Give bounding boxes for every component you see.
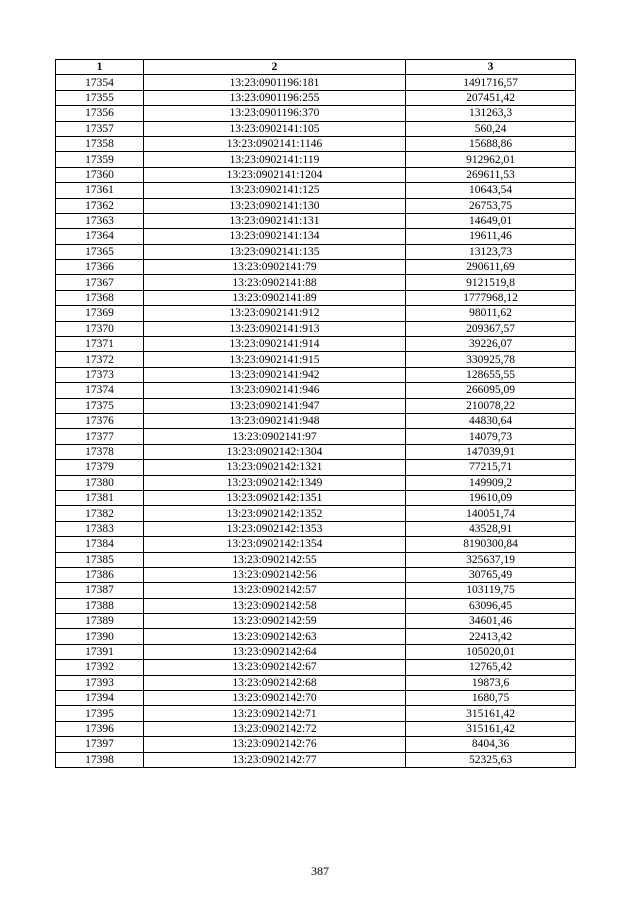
cadastral-number-cell: 13:23:0902141:134 [144, 229, 406, 244]
cadastral-number-cell: 13:23:0902141:125 [144, 183, 406, 198]
table-row [56, 352, 576, 367]
value-cell: 325637,19 [406, 552, 576, 567]
cadastral-number-cell: 13:23:0902142:1353 [144, 521, 406, 536]
value-cell: 19873,6 [406, 675, 576, 690]
cadastral-number-cell: 13:23:0902141:915 [144, 352, 406, 367]
table-row [56, 629, 576, 644]
cadastral-number-cell: 13:23:0902141:947 [144, 398, 406, 413]
table-row [56, 398, 576, 413]
value-cell: 8190300,84 [406, 537, 576, 552]
value-cell: 560,24 [406, 121, 576, 136]
value-cell: 330925,78 [406, 352, 576, 367]
table-row [56, 675, 576, 690]
cadastral-number-cell: 13:23:0902141:119 [144, 152, 406, 167]
cadastral-number-cell: 13:23:0902142:1351 [144, 490, 406, 505]
table-row [56, 752, 576, 767]
value-cell: 10643,54 [406, 183, 576, 198]
table-body [56, 75, 576, 768]
cadastral-number-cell: 13:23:0902141:912 [144, 306, 406, 321]
cadastral-number-cell: 13:23:0902142:1349 [144, 475, 406, 490]
value-cell: 290611,69 [406, 260, 576, 275]
row-number-cell: 17392 [56, 660, 144, 675]
value-cell: 14079,73 [406, 429, 576, 444]
row-number-cell: 17377 [56, 429, 144, 444]
row-number-cell: 17398 [56, 752, 144, 767]
row-number-cell: 17371 [56, 337, 144, 352]
value-cell: 52325,63 [406, 752, 576, 767]
table-row [56, 106, 576, 121]
row-number-cell: 17364 [56, 229, 144, 244]
row-number-cell: 17363 [56, 213, 144, 228]
cadastral-number-cell: 13:23:0902141:914 [144, 337, 406, 352]
row-number-cell: 17397 [56, 737, 144, 752]
value-cell: 12765,42 [406, 660, 576, 675]
row-number-cell: 17388 [56, 598, 144, 613]
cadastral-number-cell: 13:23:0902142:77 [144, 752, 406, 767]
table-row [56, 537, 576, 552]
page-number: 387 [311, 864, 329, 878]
table-row [56, 444, 576, 459]
value-cell: 30765,49 [406, 567, 576, 582]
row-number-cell: 17395 [56, 706, 144, 721]
table-header-row [56, 60, 576, 75]
cadastral-number-cell: 13:23:0902142:59 [144, 614, 406, 629]
cadastral-number-cell: 13:23:0902142:1354 [144, 537, 406, 552]
cadastral-number-cell: 13:23:0902141:130 [144, 198, 406, 213]
table-row [56, 644, 576, 659]
value-cell: 1491716,57 [406, 75, 576, 90]
value-cell: 63096,45 [406, 598, 576, 613]
cadastral-number-cell: 13:23:0901196:181 [144, 75, 406, 90]
cadastral-number-cell: 13:23:0902141:79 [144, 260, 406, 275]
row-number-cell: 17378 [56, 444, 144, 459]
table-row [56, 75, 576, 90]
row-number-cell: 17396 [56, 721, 144, 736]
row-number-cell: 17374 [56, 383, 144, 398]
table-row [56, 306, 576, 321]
row-number-cell: 17368 [56, 290, 144, 305]
table-row [56, 706, 576, 721]
value-cell: 912962,01 [406, 152, 576, 167]
value-cell: 315161,42 [406, 706, 576, 721]
table-row [56, 229, 576, 244]
row-number-cell: 17361 [56, 183, 144, 198]
value-cell: 43528,91 [406, 521, 576, 536]
row-number-cell: 17359 [56, 152, 144, 167]
row-number-cell: 17393 [56, 675, 144, 690]
table-row [56, 475, 576, 490]
value-cell: 9121519,8 [406, 275, 576, 290]
table-row [56, 567, 576, 582]
value-cell: 44830,64 [406, 413, 576, 428]
row-number-cell: 17386 [56, 567, 144, 582]
value-cell: 34601,46 [406, 614, 576, 629]
cadastral-number-cell: 13:23:0902142:58 [144, 598, 406, 613]
cadastral-number-cell: 13:23:0902141:948 [144, 413, 406, 428]
row-number-cell: 17360 [56, 167, 144, 182]
table-row [56, 413, 576, 428]
value-cell: 269611,53 [406, 167, 576, 182]
table-row [56, 721, 576, 736]
cadastral-number-cell: 13:23:0902142:1352 [144, 506, 406, 521]
cadastral-number-cell: 13:23:0902141:1146 [144, 136, 406, 151]
table-row [56, 167, 576, 182]
table-row [56, 337, 576, 352]
table-row [56, 490, 576, 505]
row-number-cell: 17372 [56, 352, 144, 367]
cadastral-number-cell: 13:23:0902141:942 [144, 367, 406, 382]
table-row [56, 660, 576, 675]
value-cell: 98011,62 [406, 306, 576, 321]
row-number-cell: 17387 [56, 583, 144, 598]
table-row [56, 90, 576, 105]
value-cell: 77215,71 [406, 460, 576, 475]
cadastral-number-cell: 13:23:0902142:68 [144, 675, 406, 690]
value-cell: 19610,09 [406, 490, 576, 505]
data-table [55, 59, 576, 768]
table-row [56, 367, 576, 382]
row-number-cell: 17382 [56, 506, 144, 521]
cadastral-number-cell: 13:23:0902142:71 [144, 706, 406, 721]
value-cell: 131263,3 [406, 106, 576, 121]
row-number-cell: 17383 [56, 521, 144, 536]
cadastral-number-cell: 13:23:0902142:63 [144, 629, 406, 644]
column-header-2: 2 [144, 60, 406, 75]
table-row [56, 460, 576, 475]
table-row [56, 583, 576, 598]
table-row [56, 691, 576, 706]
table-row [56, 552, 576, 567]
table-row [56, 198, 576, 213]
row-number-cell: 17381 [56, 490, 144, 505]
table-row [56, 429, 576, 444]
table-row [56, 737, 576, 752]
column-header-3: 3 [406, 60, 576, 75]
cadastral-number-cell: 13:23:0902142:1321 [144, 460, 406, 475]
row-number-cell: 17366 [56, 260, 144, 275]
cadastral-number-cell: 13:23:0902141:97 [144, 429, 406, 444]
cadastral-number-cell: 13:23:0902142:55 [144, 552, 406, 567]
row-number-cell: 17358 [56, 136, 144, 151]
value-cell: 1680,75 [406, 691, 576, 706]
row-number-cell: 17391 [56, 644, 144, 659]
value-cell: 128655,55 [406, 367, 576, 382]
cadastral-number-cell: 13:23:0902142:67 [144, 660, 406, 675]
row-number-cell: 17354 [56, 75, 144, 90]
value-cell: 147039,91 [406, 444, 576, 459]
value-cell: 22413,42 [406, 629, 576, 644]
cadastral-number-cell: 13:23:0902141:105 [144, 121, 406, 136]
value-cell: 266095,09 [406, 383, 576, 398]
row-number-cell: 17370 [56, 321, 144, 336]
row-number-cell: 17369 [56, 306, 144, 321]
table-row [56, 521, 576, 536]
cadastral-number-cell: 13:23:0902141:89 [144, 290, 406, 305]
table-row [56, 136, 576, 151]
row-number-cell: 17373 [56, 367, 144, 382]
row-number-cell: 17355 [56, 90, 144, 105]
table-row [56, 152, 576, 167]
row-number-cell: 17394 [56, 691, 144, 706]
row-number-cell: 17385 [56, 552, 144, 567]
table-row [56, 383, 576, 398]
table-row [56, 598, 576, 613]
cadastral-number-cell: 13:23:0902141:913 [144, 321, 406, 336]
cadastral-number-cell: 13:23:0902142:1304 [144, 444, 406, 459]
cadastral-number-cell: 13:23:0902141:1204 [144, 167, 406, 182]
cadastral-number-cell: 13:23:0902141:131 [144, 213, 406, 228]
cadastral-number-cell: 13:23:0902142:70 [144, 691, 406, 706]
value-cell: 15688,86 [406, 136, 576, 151]
table-row [56, 260, 576, 275]
row-number-cell: 17379 [56, 460, 144, 475]
value-cell: 209367,57 [406, 321, 576, 336]
row-number-cell: 17356 [56, 106, 144, 121]
cadastral-number-cell: 13:23:0902142:56 [144, 567, 406, 582]
value-cell: 315161,42 [406, 721, 576, 736]
table-row [56, 121, 576, 136]
value-cell: 19611,46 [406, 229, 576, 244]
value-cell: 105020,01 [406, 644, 576, 659]
value-cell: 140051,74 [406, 506, 576, 521]
cadastral-number-cell: 13:23:0902142:64 [144, 644, 406, 659]
value-cell: 103119,75 [406, 583, 576, 598]
cadastral-number-cell: 13:23:0901196:370 [144, 106, 406, 121]
value-cell: 210078,22 [406, 398, 576, 413]
table-row [56, 244, 576, 259]
cadastral-number-cell: 13:23:0902141:946 [144, 383, 406, 398]
cadastral-number-cell: 13:23:0902142:57 [144, 583, 406, 598]
table-row [56, 506, 576, 521]
row-number-cell: 17389 [56, 614, 144, 629]
table-row [56, 321, 576, 336]
row-number-cell: 17376 [56, 413, 144, 428]
row-number-cell: 17390 [56, 629, 144, 644]
value-cell: 149909,2 [406, 475, 576, 490]
cadastral-number-cell: 13:23:0902142:76 [144, 737, 406, 752]
column-header-1: 1 [56, 60, 144, 75]
value-cell: 14649,01 [406, 213, 576, 228]
cadastral-number-cell: 13:23:0902142:72 [144, 721, 406, 736]
row-number-cell: 17362 [56, 198, 144, 213]
table-row [56, 290, 576, 305]
table-row [56, 614, 576, 629]
row-number-cell: 17384 [56, 537, 144, 552]
row-number-cell: 17367 [56, 275, 144, 290]
cadastral-number-cell: 13:23:0902141:135 [144, 244, 406, 259]
row-number-cell: 17357 [56, 121, 144, 136]
cadastral-number-cell: 13:23:0901196:255 [144, 90, 406, 105]
table-row [56, 275, 576, 290]
table-row [56, 213, 576, 228]
row-number-cell: 17365 [56, 244, 144, 259]
value-cell: 207451,42 [406, 90, 576, 105]
cadastral-number-cell: 13:23:0902141:88 [144, 275, 406, 290]
row-number-cell: 17375 [56, 398, 144, 413]
value-cell: 8404,36 [406, 737, 576, 752]
table-row [56, 183, 576, 198]
value-cell: 13123,73 [406, 244, 576, 259]
value-cell: 1777968,12 [406, 290, 576, 305]
value-cell: 26753,75 [406, 198, 576, 213]
row-number-cell: 17380 [56, 475, 144, 490]
value-cell: 39226,07 [406, 337, 576, 352]
